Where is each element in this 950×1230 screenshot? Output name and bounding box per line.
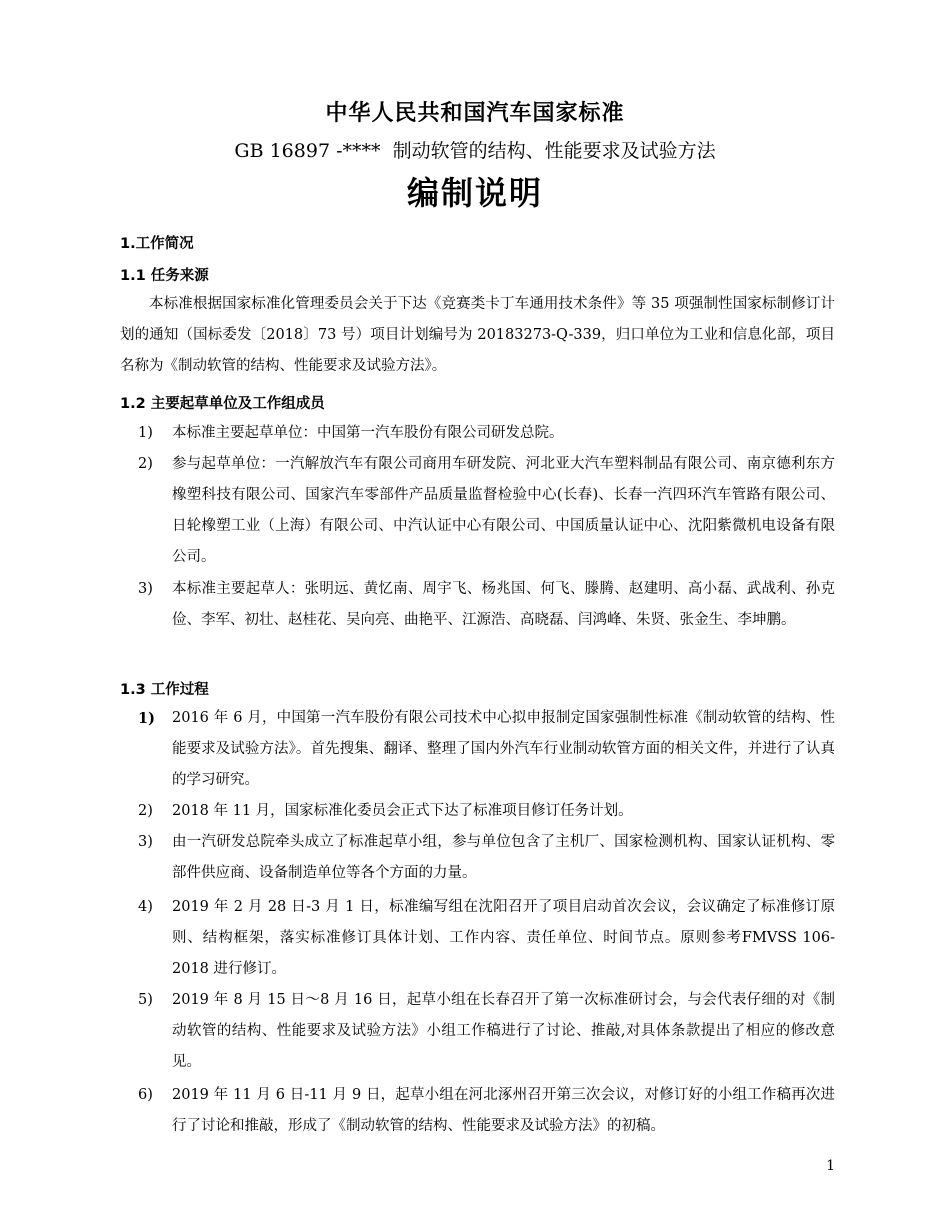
list-item-number: 6) [138, 1087, 153, 1103]
section-heading-1-2: 1.2 主要起草单位及工作组成员 [120, 396, 325, 412]
list-item [138, 574, 835, 636]
list-item [138, 449, 835, 573]
list-item-number: 1) [138, 425, 153, 441]
list-item [138, 703, 835, 796]
list-item-text: 2019 年 11 月 6 日-11 月 9 日，起草小组在河北涿州召开第三次会议，对修订好的小组工作稿再次进行了讨论和推敲，形成了《制动软管的结构、性能要求及试验方法》的初稿。 [172, 1087, 835, 1134]
list-item [138, 827, 835, 889]
list-item-text: 由一汽研发总院牵头成立了标准起草小组，参与单位包含了主机厂、国家检测机构、国家认证机构、零部件供应商、设备制造单位等各个方面的力量。 [172, 834, 835, 881]
list-item-number: 2) [138, 456, 153, 472]
list-item [138, 418, 835, 449]
list-item-number: 3) [138, 581, 153, 597]
section-heading-1: 1.工作简况 [120, 236, 194, 252]
list-item [138, 892, 835, 985]
list-item-text: 参与起草单位：一汽解放汽车有限公司商用车研发院、河北亚大汽车塑料制品有限公司、南京德利东方橡塑科技有限公司、国家汽车零部件产品质量监督检验中心(长春)、长春一汽四环汽车管路有限公司、日轮橡塑工业（上海）有限公司、中汽认证中心有限公司、中国质量认证中心、沈阳紫微机电设备有限公司。 [172, 456, 835, 565]
document-title: 编制说明 [406, 174, 543, 212]
list-item-text: 2016 年 6 月，中国第一汽车股份有限公司技术中心拟申报制定国家强制性标准《制动软管的结构、性能要求及试验方法》。首先搜集、翻译、整理了国内外汽车行业制动软管方面的相关文件，并进行了认真的学习研究。 [172, 710, 835, 788]
section-heading-1-3: 1.3 工作过程 [120, 682, 209, 698]
list-item [138, 985, 835, 1078]
list-item-number: 2) [138, 803, 153, 819]
list-item-number: 4) [138, 899, 153, 915]
list-item [138, 796, 835, 827]
page-number: 1 [826, 1158, 835, 1174]
list-item-text: 本标准主要起草单位：中国第一汽车股份有限公司研发总院。 [172, 425, 564, 441]
list-item-number: 1) [138, 710, 155, 727]
list-item-number: 3) [138, 834, 153, 850]
section-heading-1-1: 1.1 任务来源 [120, 268, 209, 284]
list-item-text: 2019 年 8 月 15 日～8 月 16 日，起草小组在长春召开了第一次标准研讨会，与会代表仔细的对《制动软管的结构、性能要求及试验方法》小组工作稿进行了讨论、推敲,对具体条款提出了相应的修改意见。 [172, 992, 835, 1070]
list-item-text: 2019 年 2 月 28 日-3 月 1 日，标准编写组在沈阳召开了项目启动首次会议，会议确定了标准修订原则、结构框架，落实标准修订具体计划、工作内容、责任单位、时间节点。原则参考FMVSS 106-2018 进行修订。 [172, 899, 835, 977]
standard-number-title: GB 16897 -**** 制动软管的结构、性能要求及试验方法 [234, 140, 716, 162]
list-item [138, 1080, 835, 1142]
section-1-1-body: 本标准根据国家标准化管理委员会关于下达《竞赛类卡丁车通用技术条件》等 35 项强制性国家标制修订计划的通知（国标委发〔2018〕73 号）项目计划编号为 20183273-Q-339，归口单位为工业和信息化部，项目名称为《制动软管的结构、性能要求及试验方法》。 [120, 296, 835, 374]
standard-category-title: 中华人民共和国汽车国家标准 [325, 101, 625, 126]
list-item-text: 本标准主要起草人：张明远、黄忆南、周宇飞、杨兆国、何飞、滕腾、赵建明、高小磊、武战利、孙克俭、李军、初壮、赵桂花、吴向亮、曲艳平、江源浩、高晓磊、闫鸿峰、朱贤、张金生、李坤鹏。 [172, 581, 835, 628]
list-item-text: 2018 年 11 月，国家标准化委员会正式下达了标准项目修订任务计划。 [172, 803, 633, 819]
list-item-number: 5) [138, 992, 153, 1008]
